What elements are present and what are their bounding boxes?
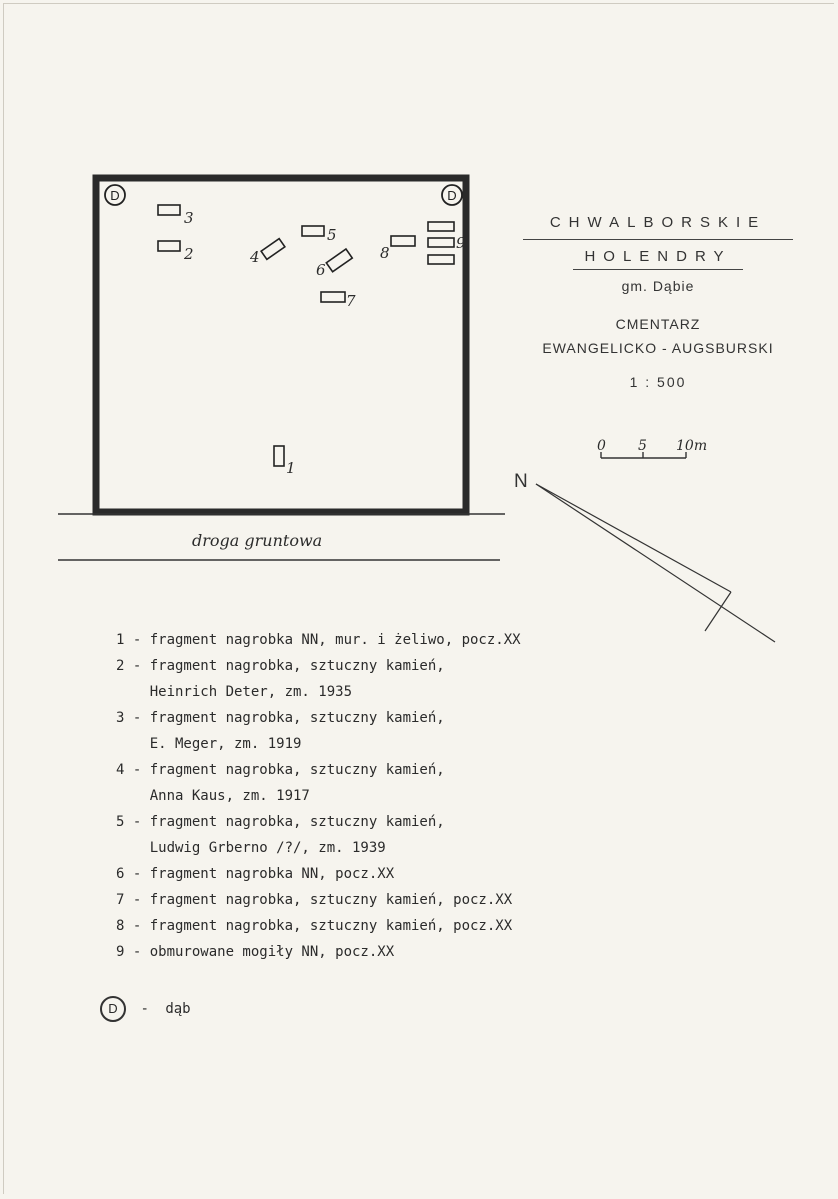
tree-marker-right: D — [447, 188, 457, 203]
legend-item-4-cont: Anna Kaus, zm. 1917 — [116, 788, 310, 804]
title-rule-2 — [573, 269, 743, 270]
map-scale: 1 : 500 — [629, 374, 687, 390]
legend-item-5-cont: Ludwig Grberno /?/, zm. 1939 — [116, 840, 386, 856]
legend-item-7: 7 - fragment nagrobka, sztuczny kamień, pocz.XX — [116, 892, 513, 908]
grave-4-number: 4 — [250, 248, 260, 266]
cemetery-type-line1: CMENTARZ — [615, 316, 701, 332]
legend-item-6: 6 - fragment nagrobka NN, pocz.XX — [116, 866, 395, 882]
legend — [116, 627, 521, 965]
grave-5 — [302, 226, 324, 236]
scale-label-0: 0 — [597, 438, 606, 454]
legend-item-2: 2 - fragment nagrobka, sztuczny kamień, — [116, 658, 445, 674]
legend-item-3-cont: E. Meger, zm. 1919 — [116, 736, 302, 752]
grave-1-number: 1 — [286, 459, 296, 477]
grave-1 — [274, 446, 284, 466]
north-label: N — [514, 471, 528, 492]
scale-label-5: 5 — [638, 438, 647, 454]
tree-marker-left: D — [110, 188, 120, 203]
grave-7 — [321, 292, 345, 302]
legend-item-8: 8 - fragment nagrobka, sztuczny kamień, pocz.XX — [116, 918, 513, 934]
legend-item-5: 5 - fragment nagrobka, sztuczny kamień, — [116, 814, 445, 830]
tree-legend-symbol: D — [100, 996, 126, 1022]
grave-9-number: 9 — [456, 234, 466, 252]
grave-9a — [428, 222, 454, 231]
legend-item-9: 9 - obmurowane mogiły NN, pocz.XX — [116, 944, 395, 960]
tree-oak-left — [105, 185, 125, 205]
north-arrow — [536, 484, 775, 642]
place-name-line2: HOLENDRY — [584, 248, 732, 265]
tree-legend-separator: - — [140, 1001, 149, 1017]
cemetery-boundary — [96, 178, 466, 512]
place-name-line1: CHWALBORSKIE — [549, 214, 767, 231]
grave-9c — [428, 255, 454, 264]
legend-item-4: 4 - fragment nagrobka, sztuczny kamień, — [116, 762, 445, 778]
grave-5-number: 5 — [327, 226, 337, 244]
grave-3 — [158, 205, 180, 215]
cemetery-type-line2: EWANGELICKO - AUGSBURSKI — [542, 340, 774, 356]
grave-7-number: 7 — [346, 292, 356, 310]
grave-4 — [261, 239, 285, 260]
tree-legend-label: dąb — [165, 1001, 191, 1017]
grave-3-number: 3 — [184, 209, 194, 227]
legend-item-1: 1 - fragment nagrobka NN, mur. i żeliwo, pocz.XX — [116, 632, 521, 648]
legend-item-3: 3 - fragment nagrobka, sztuczny kamień, — [116, 710, 445, 726]
tree-legend — [100, 996, 191, 1022]
grave-2-number: 2 — [184, 245, 194, 263]
road-label: droga gruntowa — [192, 531, 323, 550]
grave-9b — [428, 238, 454, 247]
scale-label-10m: 10m — [676, 438, 708, 454]
grave-6 — [326, 249, 352, 272]
tree-oak-right — [442, 185, 462, 205]
legend-item-2-cont: Heinrich Deter, zm. 1935 — [116, 684, 353, 700]
title-block — [518, 210, 798, 390]
grave-2 — [158, 241, 180, 251]
commune: gm. Dąbie — [621, 278, 695, 294]
grave-8-number: 8 — [380, 244, 390, 262]
cemetery-type — [518, 312, 798, 360]
grave-6-number: 6 — [316, 261, 326, 279]
grave-8 — [391, 236, 415, 246]
